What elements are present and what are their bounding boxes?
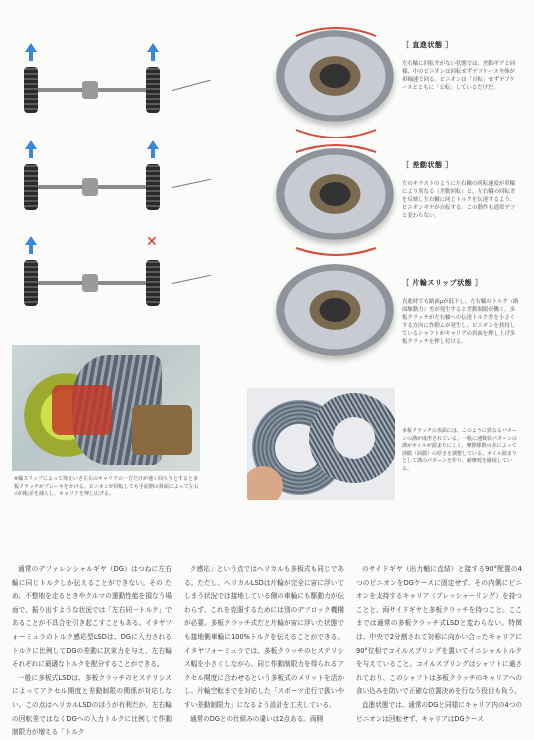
state-title: ［ 片輪スリップ状態 ］ [402, 279, 483, 287]
up-arrow-icon [29, 244, 33, 254]
up-arrow-icon [29, 148, 33, 158]
body-column-1 [12, 563, 172, 740]
rotation-arrows-icon [276, 18, 396, 138]
paragraph: 通常のデファレンシャルギヤ（DG）はつねに左右輪に同じトルクしか伝えることができない。その ため、不整地を走るときやクルマの運動性能を損なう場面で、振り出すような状況では「左右同一トルク」であることが不具合を引き起こすこともある。イタヤフォーミュラのトルク感応型LSDは、DGに入力されるトルクに比例してDGの差動に抗束力を与え、左右輪それぞれに最適なトルクを配分することができる。 [12, 565, 172, 669]
state-title: ［ 差動状態 ］ [402, 161, 453, 169]
axle-diagram-slip [18, 234, 168, 318]
body-column-3 [356, 563, 522, 726]
clutch-plates-photo [247, 388, 395, 500]
rotation-arrows-icon [276, 138, 396, 260]
paragraph: 直進状態では、通常のDGと同様にキャリア内の4つのピニオンは回転せず、キャリアはDGケース [356, 700, 522, 723]
differential-image-slip [276, 264, 394, 356]
up-arrow-icon [151, 51, 155, 61]
up-arrow-icon [29, 51, 33, 61]
paragraph: のサイドギヤ（出力軸に直結）と接する90°配置の4つのピニオンをDGケースに固定せず、その内側にピニオンを支持するキャリア（プレッシャーリング）を持つことと、両サイドギヤと多板クラッチを持つこと。ここまでは通常の多板クラッチ式LSDと変わらない。特徴は、中央で2分割されて対称に向かい合ったキャリアに90°位相でコイルスプリングを置いてイニシャルトルクを与えていること。コイルスプリングはシャフトに通されており、このシャフトは多板クラッチのキャリアへの食い込みを防いで正確な位置決めを行なう役目も負う。 [356, 565, 522, 696]
paragraph: 通常のDGとの仕組みの違いは2点ある。両側 [190, 714, 324, 723]
state-label-differential [402, 160, 520, 220]
state-title: ［ 直進状態 ］ [402, 41, 453, 49]
body-column-2 [184, 563, 344, 726]
lsd-cutaway-photo [12, 345, 200, 471]
photo-right-caption: 多板クラッチの表面には、このように異なるパターンの溝が成形されている。一般に速数状パターンの溝がオイルが溜まりにくく、摩擦係数の差によって油膜（面膜）の厚さを調整している。オイル溜まりとして溝のパターンを作り、耐摩耗を確保している。 [402, 428, 517, 472]
paragraph: 一般に多板式LSDは、多板クラッチのヒステリシスによってアクセル開度と差動制限の関係が対応しない。この点はヘリカルLSDのほうが有利だが、左右輪の回転差ではなくDGへの入力トルクに比例して作動制限力が増える「トルク [12, 673, 172, 737]
state-description: 直進時でも路面μが低下し、左右輪のトルク（路面駆動力）差が発生すると差動制限が働く。多板クラッチが左右輪への伝達トルク差を小さくする方向に作動ムが発生し、ピニオンを挟持しているシャフトがキャリアの斜面を押し上げ多板クラッチを押し付ける。 [402, 299, 519, 345]
photo-left-caption: ※輪スリップによって抑止いさ左右のキャリアの一方だけが速く回ろうとすると多板クラッチがブレーキをかける。ピニオンが回転しても手前側の斜面によって左右の回転差を減らし、キャリアを押し広げる。 [14, 476, 199, 497]
axle-diagram-straight [18, 45, 168, 125]
axle-diagram-differential [18, 142, 168, 222]
state-description: 左のキラストのように左右輪の回転速度が車輪により異なる（差動回転）と、左右輪の回転差を反映し左右輪に同じトルクを伝達するよう、ピニオンギヤが自転する。この動作も通常デフと変わらない。 [402, 181, 516, 219]
state-description: 左右輪に回転差がない状態では、差動ギアと同様、中のピニオンは回転せずデフケース全体が車軸速で回る。ピニオンは「自転」せずデフケースとともに「公転」しているだけだ。 [402, 61, 516, 91]
paragraph: ク感応」という点ではヘリカルも多板式も同じである。ただし、ヘリカルLSDは片輪が完全に宙に浮いてしまう状況では接地している側の車輪にも駆動力が伝わらず、これを克服するためには別のデフロック機構が必要。多板クラッチ式だと片輪が宙に浮いた状態でも接地側車輪に100%トルクを伝えることができる。イタヤフォーミュラでは、多板クラッチのヒステリシス幅を小さくしながら、同じ作動制限力を得られるアクセル開度に合わせるという多板式のメリットを活かし、片輪空転までを対応した「スポーツ走行で扱いやすい差動制限力」になるよう設計を工夫している。 [184, 565, 344, 709]
cross-mark-icon: ✕ [146, 234, 158, 250]
state-label-slip [402, 278, 520, 346]
up-arrow-icon [151, 148, 155, 158]
state-label-straight [402, 40, 520, 92]
